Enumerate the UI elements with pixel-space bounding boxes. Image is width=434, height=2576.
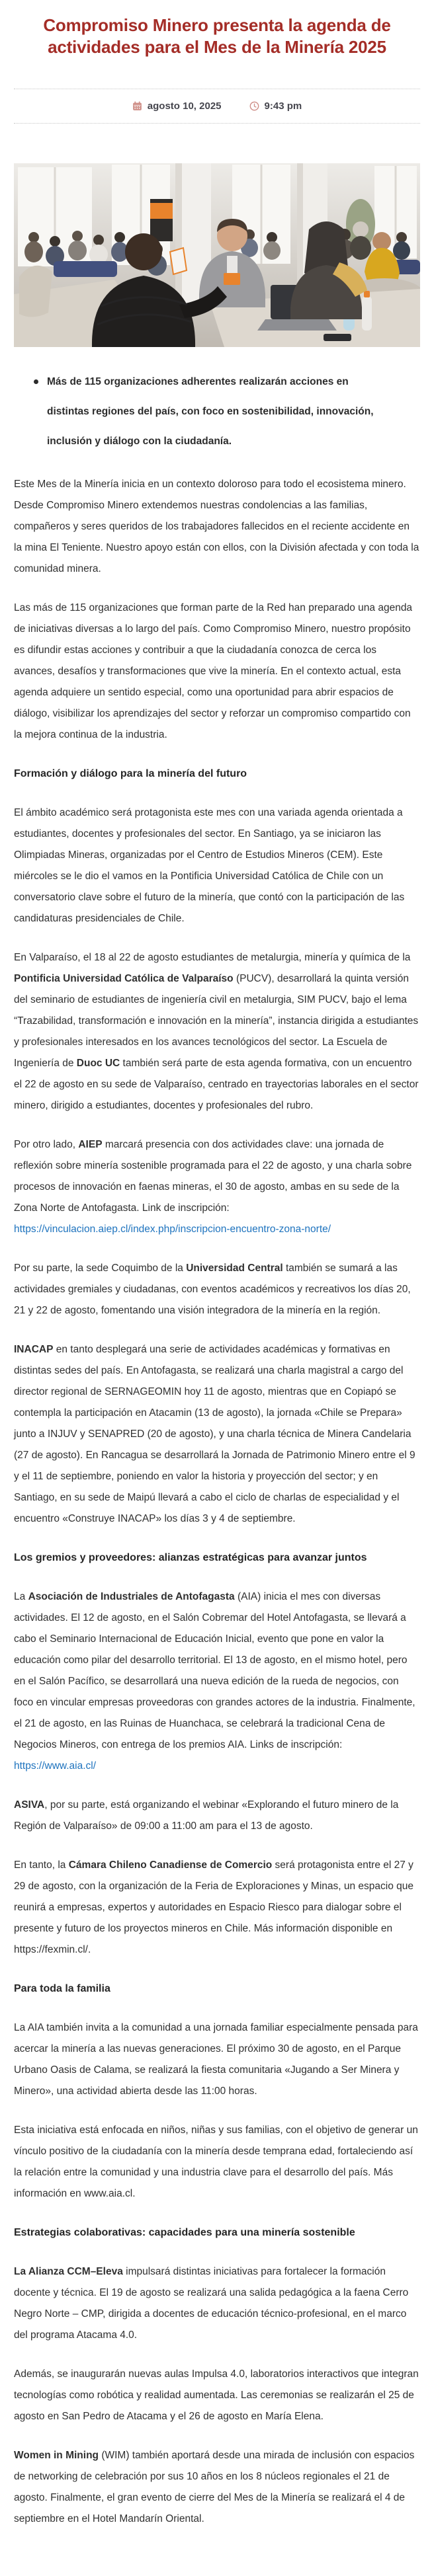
text-span: Formación y diálogo para la minería del futuro xyxy=(14,768,247,779)
bold-text: Universidad Central xyxy=(186,1263,283,1274)
text-span: La AIA también invita a la comunidad a una jornada familiar especialmente pensada para acercar la minería a las nuevas generaciones. El próximo 30 de agosto, en el Parque Urbano Oasis de Calama, se realizará la fiesta comunitaria «Jugando a Ser Minera y Minero», una actividad abierta desde las 11:00 horas. xyxy=(14,2022,418,2097)
bold-text: Asociación de Industriales de Antofagasta xyxy=(28,1591,235,1602)
bold-text: Women in Mining xyxy=(14,2450,99,2461)
inline-link[interactable]: https://www.aia.cl/ xyxy=(14,1760,97,1772)
paragraph-red-agenda xyxy=(14,598,420,746)
text-span: también será parte de esta agenda formativa, con un encuentro el 22 de agosto en su sede de Valparaíso, centrado en trayectorias laborales en el sector minero, dirigido a estudiantes, docentes y profesionales del rubro. xyxy=(14,1058,419,1111)
post-time-text: 9:43 pm xyxy=(264,100,302,112)
paragraph-aulas-impulsa xyxy=(14,2364,420,2427)
bold-text: AIEP xyxy=(78,1139,103,1150)
bold-text: Pontificia Universidad Católica de Valparaíso xyxy=(14,973,234,984)
paragraph-condolencias xyxy=(14,474,420,580)
bold-text: Cámara Chileno Canadiense de Comercio xyxy=(68,1859,273,1871)
article-photo xyxy=(14,163,420,347)
text-span: (AIA) inicia el mes con diversas actividades. El 12 de agosto, en el Salón Cobremar del Hotel Antofagasta, se llevará a cabo el Seminario Internacional de Educación Inicial, evento que pone en valor la educación como pilar del desarrollo territorial. El 13 de agosto, en el mismo hotel, pero en el Salón Pacífico, se desarrollará una nueva edición de la rueda de negocios, con foco en vincular empresas proveedoras con grandes actores de la industria. Finalmente, el 21 de agosto, en las Ruinas de Huanchaca, se celebrará la tradicional Cena de Negocios Mineros, con entrega de los premios AIA. Links de inscripción: xyxy=(14,1591,415,1750)
paragraph-women-in-mining xyxy=(14,2445,420,2530)
calendar-icon xyxy=(132,101,142,111)
text-span: también se sumará a las actividades gremiales y ciudadanas, con eventos académicos y recreativos los días 20, 21 y 22 de agosto, fomentando una visión integradora de la minería en la región. xyxy=(14,1263,411,1316)
text-span: (WIM) también aportará desde una mirada de inclusión con espacios de networking de celebración por sus 10 años en los 8 núcleos regionales el 21 de agosto. Finalmente, el gran evento de cierre del Mes de la Minería se realizará el 4 de septiembre en el Hotel Mandarín Oriental. xyxy=(14,2450,415,2524)
text-span: Estrategias colaborativas: capacidades para una minería sostenible xyxy=(14,2227,355,2238)
paragraph-aiep xyxy=(14,1134,420,1240)
text-span: La xyxy=(14,1591,28,1602)
page-title xyxy=(14,15,420,58)
bold-text: Más de 115 organizaciones adherentes realizarán acciones en distintas regiones del país, con foco en sostenibilidad, innovación, inclusión y diálogo con la ciudadanía. xyxy=(47,376,374,447)
paragraph-pucv-duoc xyxy=(14,947,420,1116)
page-title-line1: Compromiso Minero presenta la agenda de xyxy=(43,15,391,35)
text-span: impulsará distintas iniciativas para fortalecer la formación docente y técnica. El 19 de agosto se realizará una salida pedagógica a la faena Cerro Negro Norte – CMP, dirigida a docentes de educación técnico-profesional, en el marco del programa Atacama 4.0. xyxy=(14,2266,409,2341)
clock-icon xyxy=(249,101,259,111)
text-span: Este Mes de la Minería inicia en un contexto doloroso para todo el ecosistema minero. Desde Compromiso Minero extendemos nuestras condolencias a las familias, compañeros y seres queridos de los trabajadores fallecidos en el reciente accidente en la mina El Teniente. Nuestro apoyo están con ellos, con la División afectada y con toda la comunidad minera. xyxy=(14,479,419,574)
post-date xyxy=(132,100,222,112)
text-span: En tanto, la xyxy=(14,1859,69,1871)
post-date-text: agosto 10, 2025 xyxy=(147,100,222,112)
paragraph-camara-chileno-canadiense xyxy=(14,1855,420,1961)
text-span: Para toda la familia xyxy=(14,1983,110,1994)
text-span: Esta iniciativa está enfocada en niños, niñas y sus familias, con el objetivo de generar un vínculo positivo de la ciudadanía con la minería desde temprana edad, fortaleciendo así la relación entre la comunidad y una industria clave para el desarrollo del país. Más información en www.aia.cl. xyxy=(14,2125,418,2199)
inline-link[interactable]: https://vinculacion.aiep.cl/index.php/inscripcion-encuentro-zona-norte/ xyxy=(14,1224,331,1235)
section-heading-estrategias xyxy=(14,2222,420,2244)
paragraph-ccm-eleva xyxy=(14,2261,420,2346)
post-time xyxy=(249,100,302,112)
text-span: El ámbito académico será protagonista este mes con una variada agenda orientada a estudiantes, docentes y profesionales del sector. En Santiago, ya se iniciaron las Olimpiadas Mineras, organizadas por el Centro de Estudios Mineros (CEM). Este miércoles se le dio el vamos en la Pontificia Universidad Católica de Chile con un conversatorio clave sobre el futuro de la minería, que contó con la participación de las candidaturas presidenciales de Chile. xyxy=(14,807,405,924)
text-span: en tanto desplegará una serie de actividades académicas y formativas en distintas sedes del país. En Antofagasta, se realizará una charla magistral a cargo del director regional de SERNAGEOMIN hoy 11 de agosto, mientras que en Copiapó se contempla la participación en Atacamin (13 de agosto), la jornada «Chile se Prepara» junto a INJUV y SENAPRED (20 de agosto), y una charla técnica de Minera Candelaria (27 de agosto). En Rancagua se desarrollará la Jornada de Patrimonio Minero entre el 9 y el 11 de septiembre, poniendo en valor la historia y proyección del sector; y en Santiago, en su sede de Maipú llevará a cabo el ciclo de charlas de especialidad y el encuentro «Construye INACAP» los días 3 y 4 de septiembre. xyxy=(14,1344,415,1524)
section-heading-formacion xyxy=(14,763,420,785)
paragraph-universidad-central xyxy=(14,1258,420,1321)
paragraph-jornada-familiar xyxy=(14,2017,420,2102)
text-span: Los gremios y proveedores: alianzas estratégicas para avanzar juntos xyxy=(14,1552,367,1563)
page-title-line2: actividades para el Mes de la Minería 2025 xyxy=(48,37,386,57)
text-span: Las más de 115 organizaciones que forman parte de la Red han preparado una agenda de iniciativas diversas a lo largo del país. Como Compromiso Minero, nuestro propósito es difundir estas acciones y contribuir a que la ciudadanía conozca de cerca los avances, desafíos y transformaciones que vive la minería. En el contexto actual, esta agenda adquiere un sentido especial, como una oportunidad para abrir espacios de diálogo, visibilizar los aprendizajes del sector y reforzar un compromiso compartido con la mejora continua de la industria. xyxy=(14,602,413,740)
highlight-item xyxy=(32,367,386,456)
paragraph-aia xyxy=(14,1586,420,1777)
section-heading-gremios xyxy=(14,1547,420,1569)
bold-text: La Alianza CCM–Eleva xyxy=(14,2266,123,2277)
text-span: (PUCV), desarrollará la quinta versión del seminario de estudiantes de ingeniería civil en metalurgia, SIM PUCV, bajo el lema “Trazabilidad, transformación e innovación en la minería”, instancia dirigida a estudiantes y profesionales interesados en los avances tecnológicos del sector. La Escuela de Ingeniería de xyxy=(14,973,419,1069)
highlight-list xyxy=(14,367,420,456)
text-span: , por su parte, está organizando el webinar «Explorando el futuro minero de la Región de Valparaíso» de 09:00 a 11:00 am para el 13 de agosto. xyxy=(14,1799,399,1832)
paragraph-iniciativa-ninos xyxy=(14,2120,420,2205)
bold-text: Duoc UC xyxy=(76,1058,120,1069)
bold-text: INACAP xyxy=(14,1344,54,1355)
text-span: Por otro lado, xyxy=(14,1139,79,1150)
text-span: En Valparaíso, el 18 al 22 de agosto estudiantes de metalurgia, minería y química de la xyxy=(14,952,411,963)
paragraph-asiva xyxy=(14,1795,420,1837)
post-meta xyxy=(14,89,420,124)
bold-text: ASIVA xyxy=(14,1799,45,1811)
section-heading-familia xyxy=(14,1978,420,2000)
paragraph-inacap xyxy=(14,1339,420,1530)
paragraph-ambito-academico xyxy=(14,802,420,929)
text-span: Además, se inaugurarán nuevas aulas Impulsa 4.0, laboratorios interactivos que integran tecnologías como robótica y realidad aumentada. Las ceremonias se realizarán el 25 de agosto en San Pedro de Atacama y el 26 de agosto en María Elena. xyxy=(14,2368,419,2422)
text-span: será protagonista entre el 27 y 29 de agosto, con la organización de la Feria de Exploraciones y Minas, un espacio que reunirá a empresas, expertos y autoridades en Espacio Riesco para dialogar sobre el presente y futuro de los proyectos mineros en Chile. Más información disponible en https://fexmin.cl/. xyxy=(14,1859,414,1955)
text-span: Por su parte, la sede Coquimbo de la xyxy=(14,1263,187,1274)
text-span: marcará presencia con dos actividades clave: una jornada de reflexión sobre minería sostenible programada para el 22 de agosto, y una charla sobre procesos de innovación en faenas mineras, el 30 de agosto, ambas en su sede de la Zona Norte de Antofagasta. Link de inscripción: xyxy=(14,1139,412,1214)
